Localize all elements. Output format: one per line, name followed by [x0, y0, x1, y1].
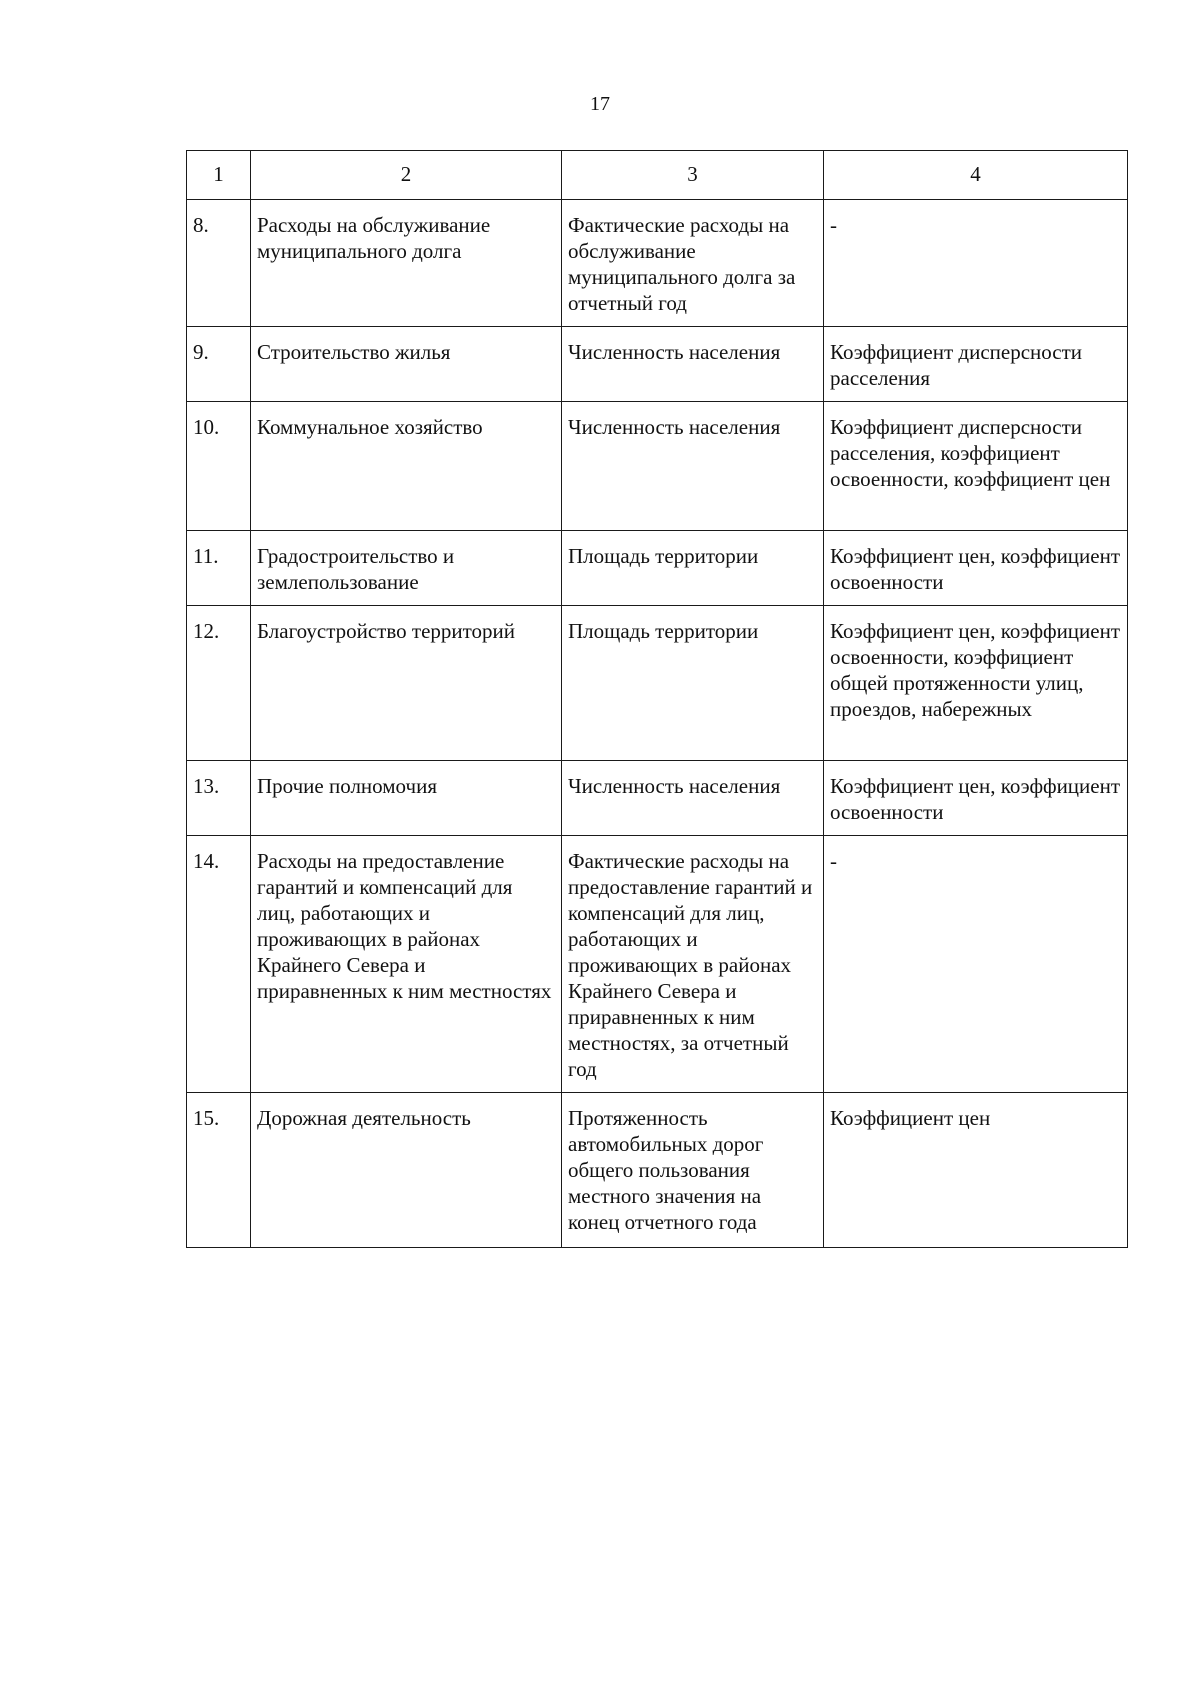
coefficients-table: [186, 150, 1128, 1248]
base-indicator: Численность населения: [562, 402, 824, 531]
correction-coefficient: Коэффициент цен, коэффициент освоенности, коэффициент общей протяженности улиц, проездов, набережных: [824, 606, 1128, 761]
correction-coefficient: -: [824, 200, 1128, 327]
base-indicator: Площадь территории: [562, 606, 824, 761]
row-number: 9.: [187, 327, 251, 402]
table-row: [187, 1093, 1128, 1248]
expense-name: Градостроительство и землепользование: [251, 531, 562, 606]
table-header-row: [187, 151, 1128, 200]
header-cell-4: 4: [824, 151, 1128, 200]
expense-name: Строительство жилья: [251, 327, 562, 402]
page-number: 17: [590, 93, 610, 115]
table-row: [187, 200, 1128, 327]
expense-name: Благоустройство территорий: [251, 606, 562, 761]
table-row: [187, 327, 1128, 402]
expense-name: Прочие полномочия: [251, 761, 562, 836]
table-row: [187, 531, 1128, 606]
row-number: 13.: [187, 761, 251, 836]
expense-name: Расходы на предоставление гарантий и компенсаций для лиц, работающих и проживающих в районах Крайнего Севера и приравненных к ним местностях: [251, 836, 562, 1093]
table-row: [187, 836, 1128, 1093]
base-indicator: Численность населения: [562, 761, 824, 836]
row-number: 12.: [187, 606, 251, 761]
correction-coefficient: Коэффициент цен, коэффициент освоенности: [824, 531, 1128, 606]
base-indicator: Численность населения: [562, 327, 824, 402]
expense-name: Коммунальное хозяйство: [251, 402, 562, 531]
base-indicator: Площадь территории: [562, 531, 824, 606]
correction-coefficient: Коэффициент дисперсности расселения, коэффициент освоенности, коэффициент цен: [824, 402, 1128, 531]
correction-coefficient: -: [824, 836, 1128, 1093]
base-indicator: Фактические расходы на обслуживание муниципального долга за отчетный год: [562, 200, 824, 327]
row-number: 11.: [187, 531, 251, 606]
header-cell-3: 3: [562, 151, 824, 200]
row-number: 14.: [187, 836, 251, 1093]
base-indicator: Фактические расходы на предоставление гарантий и компенсаций для лиц, работающих и проживающих в районах Крайнего Севера и приравненных к ним местностях, за отчетный год: [562, 836, 824, 1093]
correction-coefficient: Коэффициент цен, коэффициент освоенности: [824, 761, 1128, 836]
table-row: [187, 761, 1128, 836]
row-number: 15.: [187, 1093, 251, 1248]
header-cell-1: 1: [187, 151, 251, 200]
row-number: 10.: [187, 402, 251, 531]
base-indicator: Протяженность автомобильных дорог общего пользования местного значения на конец отчетного года: [562, 1093, 824, 1248]
table-row: [187, 606, 1128, 761]
table-row: [187, 402, 1128, 531]
expense-name: Расходы на обслуживание муниципального долга: [251, 200, 562, 327]
header-cell-2: 2: [251, 151, 562, 200]
expense-name: Дорожная деятельность: [251, 1093, 562, 1248]
correction-coefficient: Коэффициент дисперсности расселения: [824, 327, 1128, 402]
correction-coefficient: Коэффициент цен: [824, 1093, 1128, 1248]
row-number: 8.: [187, 200, 251, 327]
